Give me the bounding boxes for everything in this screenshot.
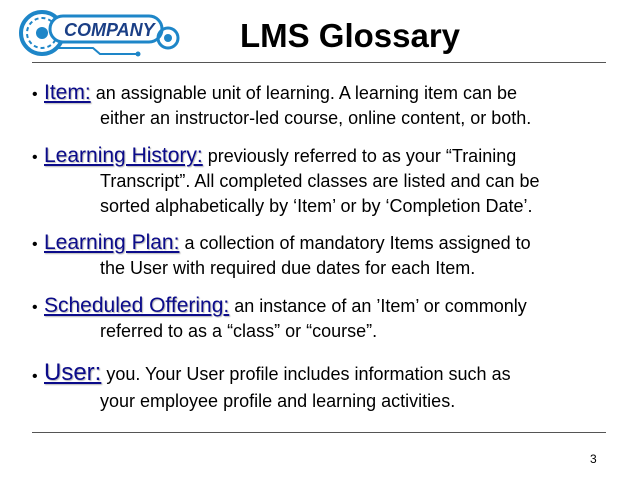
term-definition: a collection of mandatory Items assigned to xyxy=(184,233,531,253)
term-label: Scheduled Offering: xyxy=(44,294,230,317)
bullet-icon: • xyxy=(32,368,38,385)
slide-title: LMS Glossary xyxy=(239,17,461,54)
company-logo-graphic xyxy=(18,8,188,58)
term-definition-cont: your employee profile and learning activities. xyxy=(100,391,456,411)
term-definition-cont: Transcript”. All completed classes are listed and can be xyxy=(100,171,540,191)
term-definition-cont: referred to as a “class” or “course”. xyxy=(100,321,378,341)
bottom-divider xyxy=(32,432,606,433)
term-definition: an instance of an ’Item’ or commonly xyxy=(234,296,527,316)
page-number: 3 xyxy=(590,452,597,466)
bullet-icon: • xyxy=(32,236,38,253)
bullet-icon: • xyxy=(32,86,38,103)
term-definition: an assignable unit of learning. A learning item can be xyxy=(95,83,517,103)
bullet-icon: • xyxy=(32,299,38,316)
top-divider xyxy=(32,62,606,63)
bullet-icon: • xyxy=(32,149,38,166)
term-definition-cont: the User with required due dates for each Item. xyxy=(100,258,476,278)
term-definition-cont: sorted alphabetically by ‘Item’ or by ‘Completion Date’. xyxy=(100,196,533,216)
logo-text: COMPANY xyxy=(64,20,155,40)
company-logo xyxy=(18,8,188,58)
term-label: Learning History: xyxy=(44,144,203,167)
term-definition: you. Your User profile includes information such as xyxy=(106,364,511,384)
term-definition: previously referred to as your “Training xyxy=(207,146,517,166)
term-label: Item: xyxy=(44,81,91,104)
term-definition-cont: either an instructor-led course, online content, or both. xyxy=(100,108,532,128)
term-label: Learning Plan: xyxy=(44,231,180,254)
term-label: User: xyxy=(44,359,102,386)
